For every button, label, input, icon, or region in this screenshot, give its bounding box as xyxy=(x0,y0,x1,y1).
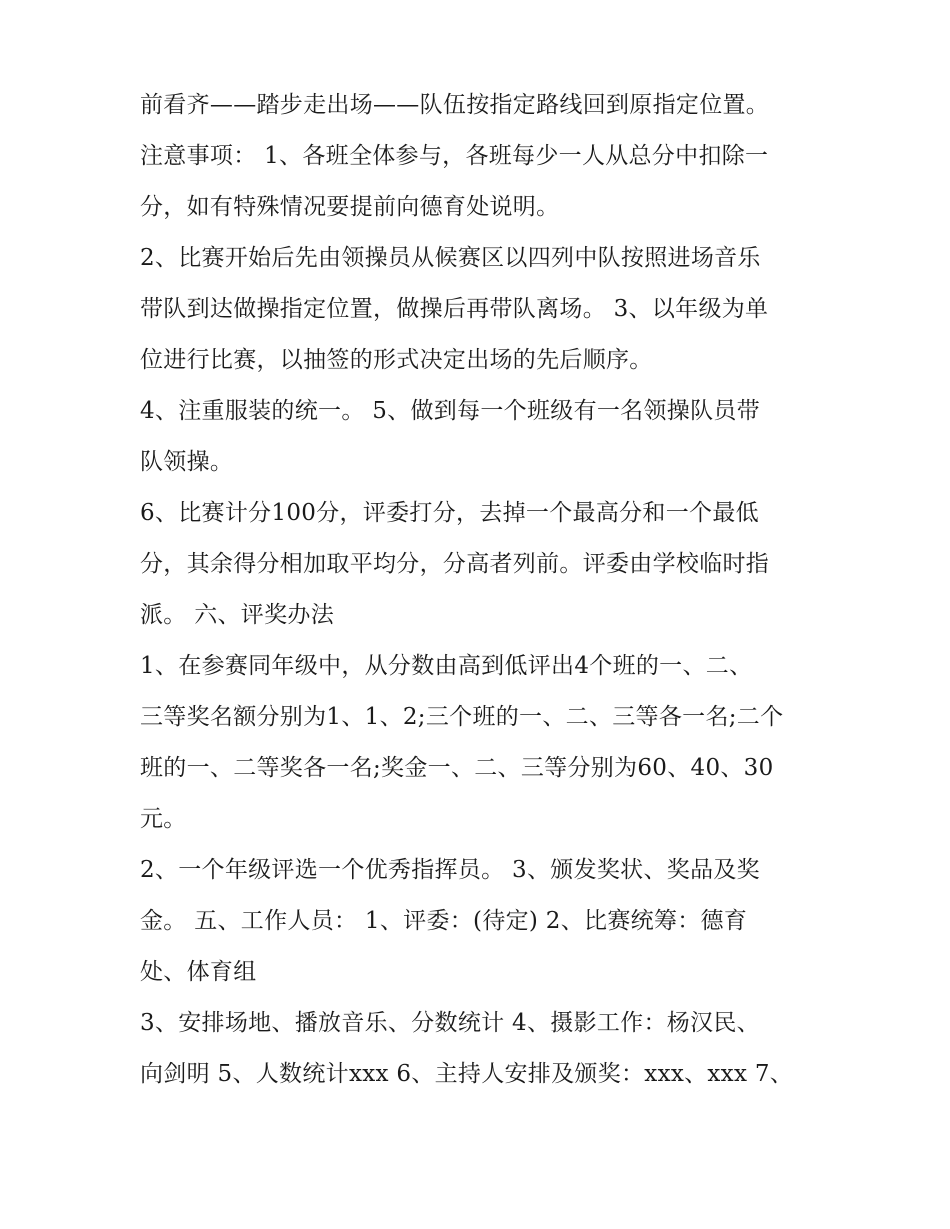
text-line: 1、在参赛同年级中，从分数由高到低评出4个班的一、二、 xyxy=(140,653,753,679)
text-line: 分，其余得分相加取平均分，分高者列前。评委由学校临时指 xyxy=(140,551,770,577)
text-line: 前看齐——踏步走出场——队伍按指定路线回到原指定位置。 xyxy=(140,92,770,118)
document-body xyxy=(140,80,820,1100)
text-line: 位进行比赛，以抽签的形式决定出场的先后顺序。 xyxy=(140,347,653,373)
text-line: 班的一、二等奖各一名;奖金一、二、三等分别为60、40、30 xyxy=(140,755,774,781)
text-line: 4、注重服装的统一。 5、做到每一个班级有一名领操队员带 xyxy=(140,398,760,424)
text-line: 3、安排场地、播放音乐、分数统计 4、摄影工作：杨汉民、 xyxy=(140,1010,760,1036)
text-line: 金。 五、工作人员： 1、评委：(待定) 2、比赛统筹：德育 xyxy=(140,908,748,934)
text-line: 处、体育组 xyxy=(140,959,257,985)
text-line: 带队到达做操指定位置，做操后再带队离场。 3、以年级为单 xyxy=(140,296,769,322)
text-line: 向剑明 5、人数统计xxx 6、主持人安排及颁奖：xxx、xxx 7、 xyxy=(140,1061,794,1087)
text-line: 三等奖名额分别为1、1、2;三个班的一、二、三等各一名;二个 xyxy=(140,704,784,730)
text-line: 注意事项： 1、各班全体参与，各班每少一人从总分中扣除一 xyxy=(140,143,769,169)
text-line: 派。 六、评奖办法 xyxy=(140,602,335,628)
text-line: 2、一个年级评选一个优秀指挥员。 3、颁发奖状、奖品及奖 xyxy=(140,857,760,883)
text-line: 队领操。 xyxy=(140,449,234,475)
text-line: 6、比赛计分100分，评委打分，去掉一个最高分和一个最低 xyxy=(140,500,759,526)
text-line: 2、比赛开始后先由领操员从候赛区以四列中队按照进场音乐 xyxy=(140,245,761,271)
text-line: 元。 xyxy=(140,806,187,832)
text-line: 分，如有特殊情况要提前向德育处说明。 xyxy=(140,194,560,220)
